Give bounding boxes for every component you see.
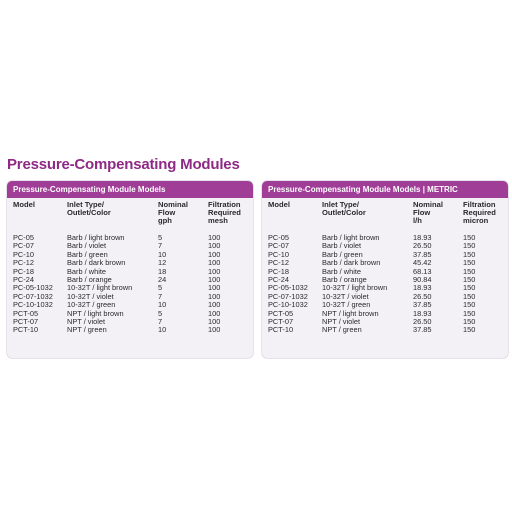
model-cell: PC-10 — [268, 249, 289, 259]
filtration-cell: 150 — [463, 300, 476, 310]
inlet-type-cell: Barb / violet — [67, 241, 107, 251]
filtration-cell: 150 — [463, 316, 476, 326]
filtration-cell: 100 — [208, 241, 221, 251]
nominal-flow-cell: 7 — [158, 241, 163, 251]
inlet-type-cell: Barb / light brown — [67, 233, 125, 242]
filtration-cell: 100 — [208, 308, 221, 318]
filtration-cell: 150 — [463, 274, 476, 284]
table-row — [7, 326, 253, 334]
models-table-rows — [7, 234, 253, 335]
model-cell: PC-05-1032 — [268, 283, 308, 293]
column-header-filtration: Filtration Required mesh — [208, 200, 241, 226]
inlet-type-cell: 10-32T / light brown — [67, 283, 133, 293]
filtration-cell: 150 — [463, 233, 476, 242]
inlet-type-cell: Barb / light brown — [322, 233, 380, 242]
filtration-cell: 100 — [208, 300, 221, 310]
inlet-type-cell: Barb / white — [322, 266, 362, 276]
nominal-flow-cell: 90.84 — [413, 274, 432, 284]
nominal-flow-cell: 18.93 — [413, 283, 432, 293]
filtration-cell: 150 — [463, 325, 476, 335]
inlet-type-cell: Barb / orange — [322, 274, 367, 284]
inlet-type-cell: 10-32T / violet — [67, 291, 114, 301]
nominal-flow-cell: 7 — [158, 291, 163, 301]
models-table-header: Pressure-Compensating Module Models — [7, 181, 253, 198]
model-cell: PC-07-1032 — [268, 291, 308, 301]
filtration-cell: 100 — [208, 249, 221, 259]
model-cell: PC-10-1032 — [13, 300, 53, 310]
model-cell: PC-05-1032 — [13, 283, 53, 293]
model-cell: PC-05 — [13, 233, 34, 242]
metric-models-table-header: Pressure-Compensating Module Models | METRIC — [262, 181, 508, 198]
nominal-flow-cell: 37.85 — [413, 300, 432, 310]
inlet-type-cell: 10-32T / violet — [322, 291, 369, 301]
filtration-cell: 150 — [463, 283, 476, 293]
filtration-cell: 100 — [208, 258, 221, 268]
filtration-cell: 100 — [208, 325, 221, 335]
model-cell: PC-05 — [268, 233, 289, 242]
model-cell: PC-07-1032 — [13, 291, 53, 301]
nominal-flow-cell: 10 — [158, 325, 167, 335]
filtration-cell: 100 — [208, 291, 221, 301]
table-row — [262, 326, 508, 334]
nominal-flow-cell: 37.85 — [413, 249, 432, 259]
filtration-cell: 150 — [463, 291, 476, 301]
nominal-flow-cell: 5 — [158, 283, 163, 293]
models-table-panel — [7, 181, 253, 358]
inlet-type-cell: Barb / orange — [67, 274, 112, 284]
models-table-column-headers — [7, 201, 253, 231]
model-cell: PC-24 — [13, 274, 34, 284]
filtration-cell: 150 — [463, 258, 476, 268]
model-cell: PCT-10 — [268, 325, 294, 335]
inlet-type-cell: NPT / green — [322, 325, 362, 335]
inlet-type-cell: Barb / dark brown — [67, 258, 126, 268]
filtration-cell: 150 — [463, 308, 476, 318]
metric-models-table-column-headers — [262, 201, 508, 231]
nominal-flow-cell: 12 — [158, 258, 167, 268]
column-header-filtration: Filtration Required micron — [463, 200, 496, 226]
model-cell: PCT-05 — [13, 308, 39, 318]
model-cell: PC-07 — [13, 241, 34, 251]
model-cell: PCT-07 — [268, 316, 294, 326]
inlet-type-cell: NPT / green — [67, 325, 107, 335]
page-title: Pressure-Compensating Modules — [7, 156, 240, 173]
nominal-flow-cell: 18.93 — [413, 233, 432, 242]
inlet-type-cell: NPT / violet — [67, 316, 106, 326]
model-cell: PC-12 — [13, 258, 34, 268]
nominal-flow-cell: 26.50 — [413, 316, 432, 326]
inlet-type-cell: Barb / dark brown — [322, 258, 381, 268]
inlet-type-cell: 10-32T / green — [322, 300, 371, 310]
model-cell: PCT-05 — [268, 308, 294, 318]
model-cell: PC-10 — [13, 249, 34, 259]
inlet-type-cell: Barb / green — [67, 249, 108, 259]
column-header-model: Model — [13, 200, 35, 209]
nominal-flow-cell: 18 — [158, 266, 167, 276]
column-header-nominal-flow: Nominal Flow l/h — [413, 200, 443, 226]
model-cell: PC-12 — [268, 258, 289, 268]
model-cell: PC-10-1032 — [268, 300, 308, 310]
filtration-cell: 150 — [463, 241, 476, 251]
inlet-type-cell: 10-32T / green — [67, 300, 116, 310]
model-cell: PC-18 — [268, 266, 289, 276]
inlet-type-cell: NPT / light brown — [67, 308, 124, 318]
nominal-flow-cell: 26.50 — [413, 241, 432, 251]
filtration-cell: 100 — [208, 316, 221, 326]
column-header-nominal-flow: Nominal Flow gph — [158, 200, 188, 226]
model-cell: PC-24 — [268, 274, 289, 284]
filtration-cell: 100 — [208, 274, 221, 284]
inlet-type-cell: NPT / light brown — [322, 308, 379, 318]
column-header-inlet-type: Inlet Type/ Outlet/Color — [67, 200, 111, 218]
inlet-type-cell: Barb / green — [322, 249, 363, 259]
filtration-cell: 100 — [208, 283, 221, 293]
nominal-flow-cell: 5 — [158, 308, 163, 318]
nominal-flow-cell: 37.85 — [413, 325, 432, 335]
nominal-flow-cell: 18.93 — [413, 308, 432, 318]
inlet-type-cell: NPT / violet — [322, 316, 361, 326]
nominal-flow-cell: 45.42 — [413, 258, 432, 268]
filtration-cell: 100 — [208, 233, 221, 242]
model-cell: PC-18 — [13, 266, 34, 276]
metric-models-table-panel — [262, 181, 508, 358]
inlet-type-cell: Barb / violet — [322, 241, 362, 251]
filtration-cell: 150 — [463, 249, 476, 259]
filtration-cell: 150 — [463, 266, 476, 276]
nominal-flow-cell: 24 — [158, 274, 167, 284]
model-cell: PCT-07 — [13, 316, 39, 326]
nominal-flow-cell: 10 — [158, 249, 167, 259]
column-header-inlet-type: Inlet Type/ Outlet/Color — [322, 200, 366, 218]
inlet-type-cell: 10-32T / light brown — [322, 283, 388, 293]
nominal-flow-cell: 68.13 — [413, 266, 432, 276]
metric-models-table-rows — [262, 234, 508, 335]
column-header-model: Model — [268, 200, 290, 209]
model-cell: PCT-10 — [13, 325, 39, 335]
nominal-flow-cell: 5 — [158, 233, 163, 242]
nominal-flow-cell: 10 — [158, 300, 167, 310]
filtration-cell: 100 — [208, 266, 221, 276]
nominal-flow-cell: 26.50 — [413, 291, 432, 301]
model-cell: PC-07 — [268, 241, 289, 251]
inlet-type-cell: Barb / white — [67, 266, 107, 276]
nominal-flow-cell: 7 — [158, 316, 163, 326]
